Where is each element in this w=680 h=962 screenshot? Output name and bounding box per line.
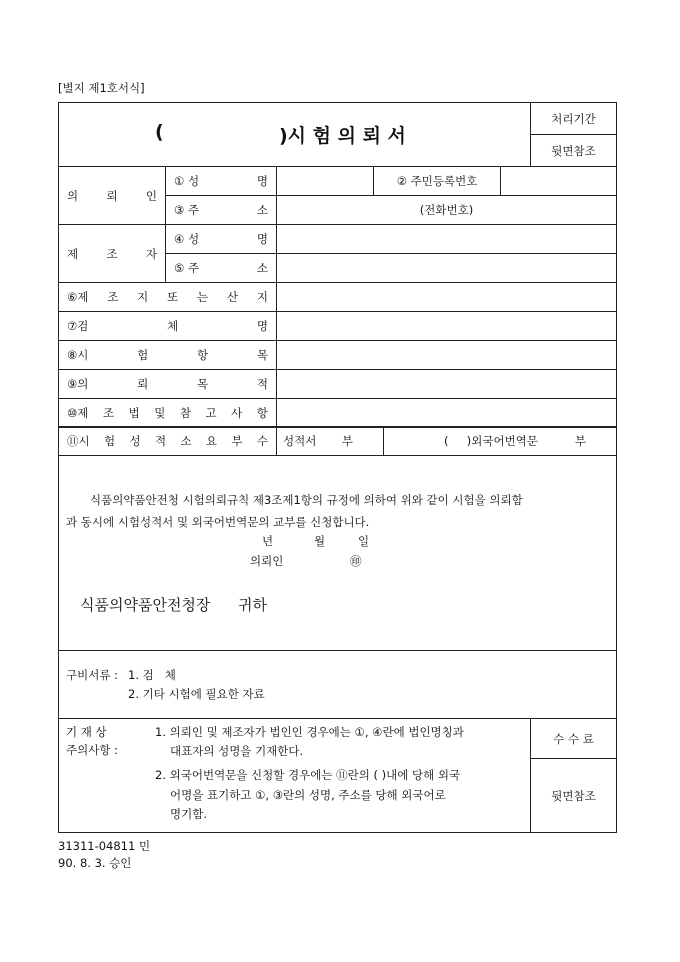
label-char: 체 [167, 319, 179, 333]
label-char: 항 [256, 406, 268, 420]
label-part: 소 [256, 203, 268, 217]
label-char: 목 [197, 377, 209, 391]
report-unit: 부 [341, 434, 353, 448]
requester-group-label [58, 166, 166, 225]
translation-copies-field[interactable] [383, 426, 617, 456]
label-char: 자 [145, 246, 157, 261]
note-2b: 어명을 표기하고 ①, ③란의 성명, 주소를 당해 외국어로 [170, 788, 446, 802]
field-label-specimen [58, 311, 277, 341]
addressee: 식품의약품안전청장 [80, 596, 211, 614]
label-char: 뢰 [106, 188, 118, 203]
seal-mark: ㊞ [350, 554, 362, 568]
attachment-item: 2. 기타 시험에 필요한 자료 [128, 687, 265, 701]
label-part: 소 [256, 261, 268, 275]
processing-value-text: 뒷면참조 [551, 143, 596, 158]
manufacturer-name-field[interactable] [276, 224, 617, 254]
attachments-label: 구비서류 : [66, 668, 118, 682]
field-label-origin [58, 282, 277, 312]
label-char: 명 [256, 319, 268, 333]
label-char: 및 [154, 406, 166, 420]
label-part: ① 성 [174, 174, 200, 188]
processing-value [530, 134, 617, 167]
label-char: 인 [145, 188, 157, 203]
phone-label: (전화번호) [419, 203, 474, 217]
notes-label-2: 주의사항 : [66, 743, 118, 757]
label-char: 뢰 [137, 377, 149, 391]
label-char: 적 [154, 434, 167, 448]
label-char: ⑧시 [67, 348, 89, 362]
label-char: 수 [256, 434, 268, 448]
note-1b: 대표자의 성명을 기재한다. [170, 744, 304, 758]
title-cell [58, 102, 531, 167]
attachments-box [58, 650, 617, 719]
label-char: 부 [231, 434, 243, 448]
label-char: ⑥제 [67, 290, 89, 304]
label-char: 사 [231, 406, 243, 420]
rrn-field[interactable] [500, 166, 617, 196]
label-char: 지 [256, 290, 268, 304]
declaration-line2: 과 동시에 시험성적서 및 외국어번역문의 교부를 신청합니다. [66, 515, 370, 529]
declaration-box [58, 455, 617, 651]
label-char: 적 [256, 377, 268, 391]
page-title: )시 험 의 뢰 서 [279, 125, 406, 147]
label-char: 험 [103, 434, 116, 448]
label-char: 산 [226, 290, 239, 304]
field-input-method-notes[interactable] [276, 398, 617, 428]
manufacturer-address-field[interactable] [276, 253, 617, 283]
honorific: 귀하 [238, 596, 267, 614]
label-char: 참 [179, 406, 191, 420]
requester-name-label [165, 166, 277, 196]
note-1a: 1. 의뢰인 및 제조자가 법인인 경우에는 ①, ④란에 법인명칭과 [155, 725, 464, 739]
fee-label-text: 수 수 료 [553, 731, 594, 746]
label-part: ③ 주 [174, 203, 200, 217]
manufacturer-group-label [58, 224, 166, 283]
date-year: 년 [262, 534, 274, 548]
label-char: ⑪시 [67, 434, 90, 448]
requester-name-field[interactable] [276, 166, 374, 196]
label-char: 또 [167, 290, 179, 304]
manufacturer-address-label [165, 253, 277, 283]
field-input-purpose[interactable] [276, 369, 617, 399]
date-month: 월 [314, 534, 326, 548]
requester-address-field[interactable] [276, 195, 617, 225]
title-paren: ( [155, 121, 164, 143]
processing-label-text: 처리기간 [551, 111, 596, 126]
fee-value [530, 758, 617, 833]
signer-label: 의뢰인 [250, 554, 284, 568]
label-char: 목 [256, 348, 268, 362]
note-2a: 2. 외국어번역문을 신청할 경우에는 ⑪란의 ( )내에 당해 외국 [155, 768, 461, 782]
label-char: 조 [107, 290, 119, 304]
label-char: 항 [197, 348, 209, 362]
translation-unit: 부 [574, 434, 586, 448]
processing-label [530, 102, 617, 135]
label-char: ⑨의 [67, 377, 89, 391]
field-input-origin[interactable] [276, 282, 617, 312]
field-label-copies-needed [58, 426, 277, 456]
label-char: 요 [205, 434, 218, 448]
field-input-specimen[interactable] [276, 311, 617, 341]
translation-label: ( )외국어번역문 [444, 434, 538, 448]
field-label-method-notes [58, 398, 277, 428]
label-char: 법 [128, 406, 140, 420]
fee-value-text: 뒷면참조 [551, 788, 596, 803]
attachment-item: 1. 검 체 [128, 668, 176, 682]
label-char: 소 [180, 434, 192, 448]
note-2c: 명기함. [170, 807, 207, 821]
label-part: 명 [256, 174, 268, 188]
requester-address-label [165, 195, 277, 225]
field-label-test-items [58, 340, 277, 370]
manufacturer-name-label [165, 224, 277, 254]
label-char: 제 [67, 246, 79, 261]
label-char: 조 [106, 246, 118, 261]
field-label-purpose [58, 369, 277, 399]
form-number: [별지 제1호서식] [58, 81, 145, 95]
label-char: ⑦검 [67, 319, 89, 333]
report-copies-field[interactable] [276, 426, 384, 456]
form-code: 31311-04811 민 [58, 839, 151, 853]
label-char: 의 [67, 188, 79, 203]
rrn-label [373, 166, 501, 196]
label-part: ④ 성 [174, 232, 200, 246]
date-day: 일 [358, 534, 370, 548]
fee-label [530, 718, 617, 759]
label-part: 명 [256, 232, 268, 246]
label-char: ⑩제 [67, 406, 89, 420]
report-label: 성적서 [283, 434, 317, 448]
label-char: 고 [205, 406, 217, 420]
field-input-test-items[interactable] [276, 340, 617, 370]
label-char: 지 [137, 290, 149, 304]
label-char: 성 [129, 434, 141, 448]
label-char: 조 [102, 406, 115, 420]
approval-date: 90. 8. 3. 승인 [58, 856, 132, 870]
rrn-label-text: ② 주민등록번호 [396, 174, 478, 188]
declaration-line1: 식품의약품안전청 시험의뢰규칙 제3조제1항의 규정에 의하여 위와 같이 시험을 의뢰함 [90, 493, 523, 507]
label-char: 는 [197, 290, 209, 304]
label-char: 험 [137, 348, 149, 362]
notes-label-1: 기 재 상 [66, 725, 107, 739]
label-part: ⑤ 주 [174, 261, 200, 275]
